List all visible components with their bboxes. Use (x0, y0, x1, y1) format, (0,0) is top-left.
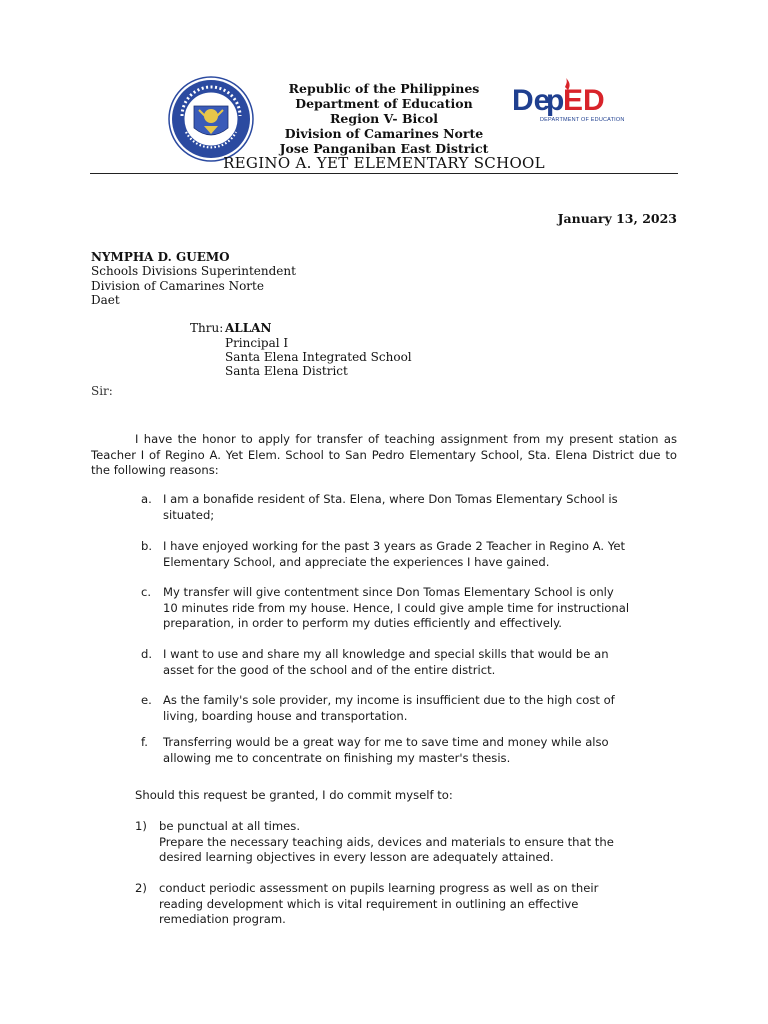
letter-date: January 13, 2023 (557, 211, 677, 226)
recipient-division: Division of Camarines Norte (91, 279, 264, 293)
salutation: Sir: (91, 384, 113, 398)
recipient-name: NYMPHA D. GUEMO (91, 250, 230, 264)
header-district: Jose Panganiban East District (279, 141, 489, 156)
thru-label: Thru: (190, 321, 224, 335)
svg-text:p: p (546, 84, 565, 117)
header-division: Division of Camarines Norte (284, 126, 484, 141)
thru-position: Principal I (225, 336, 289, 350)
svg-text:De: De (512, 84, 551, 117)
school-name: REGINO A. YET ELEMENTARY SCHOOL (223, 154, 545, 172)
intro-paragraph: I have the honor to apply for transfer of teaching assignment from my present station as Teacher I of Regino A. Yet Elem. School to San Pedro Elementary School, Sta. Elena District due to the following reasons: (91, 432, 678, 477)
svg-text:ED: ED (563, 84, 605, 117)
thru-name: ALLAN (225, 321, 272, 335)
thru-school: Santa Elena Integrated School (225, 350, 412, 364)
header-department: Department of Education (295, 96, 473, 111)
header-divider (90, 173, 678, 174)
svg-text:DEPARTMENT OF EDUCATION: DEPARTMENT OF EDUCATION (540, 117, 625, 123)
recipient-title: Schools Divisions Superintendent (91, 264, 296, 278)
header-region: Region V- Bicol (330, 111, 438, 126)
header-republic: Republic of the Philippines (288, 81, 480, 96)
thru-district: Santa Elena District (225, 364, 348, 378)
letter-page: De p ED DEPARTMENT OF EDUCATION Republic of the Philippines Department of Education Region V- Bicol Division of Camarines Norte Jose Panganiban East District REGINO A. YET ELEMENTARY SCHOOL January 13, 2023 NYMPHA D. GUEMO Schools Divisions Superintendent Division of Camarines Norte Daet Thru: ALLAN Principal I Santa Elena Integrated School Santa Elena District Sir: I have the honor to apply for transfer of teaching assignment from my present station as Teacher I of Regino A. Yet Elem. School to San Pedro Elementary School, Sta. Elena District due to the following reasons: a. I am a bonafide resident of Sta. Elena, where Don Tomas Elementary School is situated; b. I have enjoyed working for the past 3 years as Grade 2 Teacher in Regino A. Yet Elementary School, and appreciate the experiences I have gained. c. My transfer will give contentment since Don Tomas Elementary School is only 10 minutes ride from my house. Hence, I could give ample time for instructional preparation, in order to perform my duties efficiently and effectively. d. I want to use and share my all knowledge and special skills that would be an asset for the good of the school and of the entire district. e. As the family's sole provider, my income is insufficient due to the high cost of living, boarding house and transportation. f. Transferring would be a great way for me to save time and money while also allowing me to concentrate on finishing my master's thesis. Should this request be granted, I do commit myself to: 1) be punctual at all times. Prepare the necessary teaching aids, devices and materials to ensure that the desired learning objectives in every lesson are adequately attained. 2) conduct periodic assessment on pupils learning progress as well as on their reading development which is vital requirement in outlining an effective remediation program. (0, 0, 768, 1024)
commit-intro: Should this request be granted, I do commit myself to: (135, 788, 453, 802)
recipient-city: Daet (91, 293, 120, 307)
